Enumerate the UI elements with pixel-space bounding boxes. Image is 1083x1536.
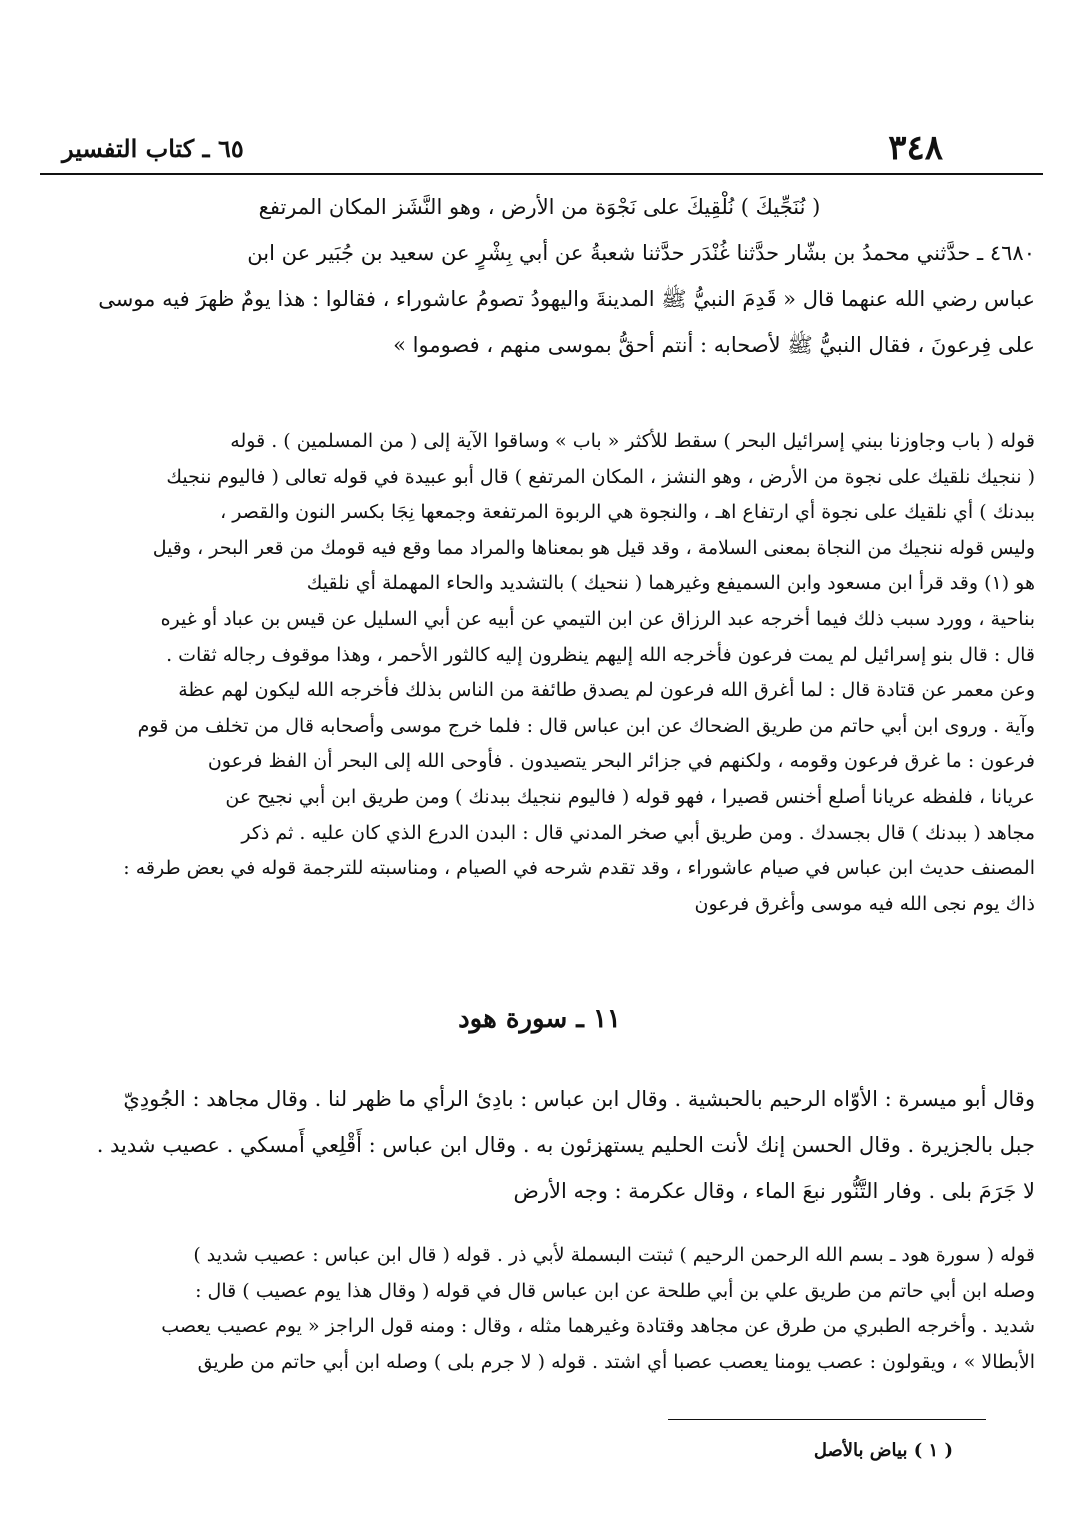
text-line: ( نُنَجِّيكَ ) نُلْقِيكَ على نَجْوَة من الأرض ، وهو النَّشَز المكان المرتفع [258,195,821,219]
text-line: وقال أبو ميسرة : الأوّاه الرحيم بالحبشية . وقال ابن عباس : بادِئ الرأي ما ظهر لنا . وقال مجاهد : الجُودِيّ [123,1087,1035,1111]
commentary-block [44,1238,1035,1380]
text-line: المصنف حديث ابن عباس في صيام عاشوراء ، وقد تقدم شرحه في الصيام ، ومناسبته للترجمة قوله في بعض طرقه : [123,857,1035,880]
text-line: لا جَرَمَ بلى . وفار التَّنُّور نبعَ الماء ، وقال عكرمة : وجه الأرض [513,1179,1035,1203]
text-line: ببدنك ) أي نلقيك على نجوة أي ارتفاع اهـ ، والنجوة هي الربوة المرتفعة وجمعها نِجَا بكسر النون والقصر ، [220,501,1035,524]
text-line: ٤٦٨٠ ـ حدَّثني محمدُ بن بشّار حدَّثنا غُنْدَر حدَّثنا شعبةُ عن أبي بِشْرٍ عن سعيد بن جُبَير عن ابن [247,241,1035,265]
text-line: الأبطالا » ، ويقولون : عصب يومنا يعصب عصبا أي اشتد . قوله ( لا جرم بلى ) وصله ابن أبي حاتم من طريق [197,1350,1035,1373]
text-line: وعن معمر عن قتادة قال : لما أغرق الله فرعون لم يصدق طائفة من الناس بذلك فأخرجه الله ليكون لهم عظة [178,679,1035,702]
text-line: بناحية ، وورد سبب ذلك فيما أخرجه عبد الرزاق عن ابن التيمي عن أبيه عن أبي السليل عن قيس بن عباد أو غيره [160,607,1035,630]
footnote: ( ١ ) بياض بالأصل [813,1440,953,1461]
text-line: على فِرعونَ ، فقال النبيُّ ﷺ لأصحابه : أنتم أحقُّ بموسى منهم ، فصوموا » [393,333,1035,357]
surah-heading: ١١ ـ سورة هود [458,1004,621,1034]
section-title: ٦٥ ـ كتاب التفسير [62,134,244,163]
text-line: هو (١) وقد قرأ ابن مسعود وابن السميفع وغيرهما ( ننحيك ) بالتشديد والحاء المهملة أي نلقيك [306,572,1035,595]
text-line: مجاهد ( ببدنك ) قال بجسدك . ومن طريق أبي صخر المدني قال : البدن الدرع الذي كان عليه . ثم ذكر [241,821,1035,844]
text-line: قوله ( سورة هود ـ بسم الله الرحمن الرحيم ) ثبتت البسملة لأبي ذر . قوله ( قال ابن عباس : عصيب شديد ) [193,1244,1035,1266]
text-line: وليس قوله ننجيك من النجاة بمعنى السلامة ، وقد قيل هو بمعناها والمراد مما وقع فيه قومك من قعر البحر ، وقيل [152,536,1035,559]
hadith-block [44,184,1035,368]
footnote-divider [668,1419,986,1420]
text-line: ( ننجيك نلقيك على نجوة من الأرض ، وهو النشز ، المكان المرتفع ) قال أبو عبيدة في قوله تعالى ( فاليوم ننجيك [166,465,1035,488]
text-line: وصله ابن أبي حاتم من طريق علي بن أبي طلحة عن ابن عباس قال في قوله ( وقال هذا يوم عصيب ) قال : [195,1279,1035,1302]
header-divider [40,173,1043,175]
text-line: شديد . وأخرجه الطبري من طرق عن مجاهد وقتادة وغيرهما مثله ، وقال : ومنه قول الراجز « يوم عصيب يعصب [161,1315,1035,1338]
text-line: عريانا ، فلفظه عريانا أصلع أخنس قصيرا ، فهو قوله ( فاليوم ننجيك ببدنك ) ومن طريق ابن أبي نجيح عن [225,785,1035,808]
text-line: وآية . وروى ابن أبي حاتم من طريق الضحاك عن ابن عباس قال : فلما خرج موسى وأصحابه قال من تخلف من قوم [137,714,1035,737]
surah-block [44,1076,1035,1214]
page-number: ٣٤٨ [888,128,943,168]
text-line: قال : قال بنو إسرائيل لم يمت فرعون فأخرجه الله إليهم ينظرون إليه كالثور الأحمر ، وهذا موقوف رجاله ثقات . [166,643,1035,666]
text-line: عباس رضي الله عنهما قال « قَدِمَ النبيُّ ﷺ المدينةَ واليهودُ تصومُ عاشوراء ، فقالوا : هذا يومٌ ظهرَ فيه موسى [98,287,1035,311]
text-line: فرعون : ما غرق فرعون وقومه ، ولكنهم في جزائر البحر يتصيدون . فأوحى الله إلى البحر أن الفظ فرعون [207,750,1035,773]
commentary-block [44,424,1035,922]
running-header [62,128,943,168]
text-line: ذاك يوم نجى الله فيه موسى وأغرق فرعون [694,892,1035,915]
text-line: قوله ( باب وجاوزنا ببني إسرائيل البحر ) سقط للأكثر « باب » وساقوا الآية إلى ( من المسلمين ) . قوله [230,430,1035,452]
text-line: جبل بالجزيرة . وقال الحسن إنك لأنت الحليم يستهزئون به . وقال ابن عباس : أَقْلِعي أَمسكي . عصيب شديد . [96,1133,1035,1157]
